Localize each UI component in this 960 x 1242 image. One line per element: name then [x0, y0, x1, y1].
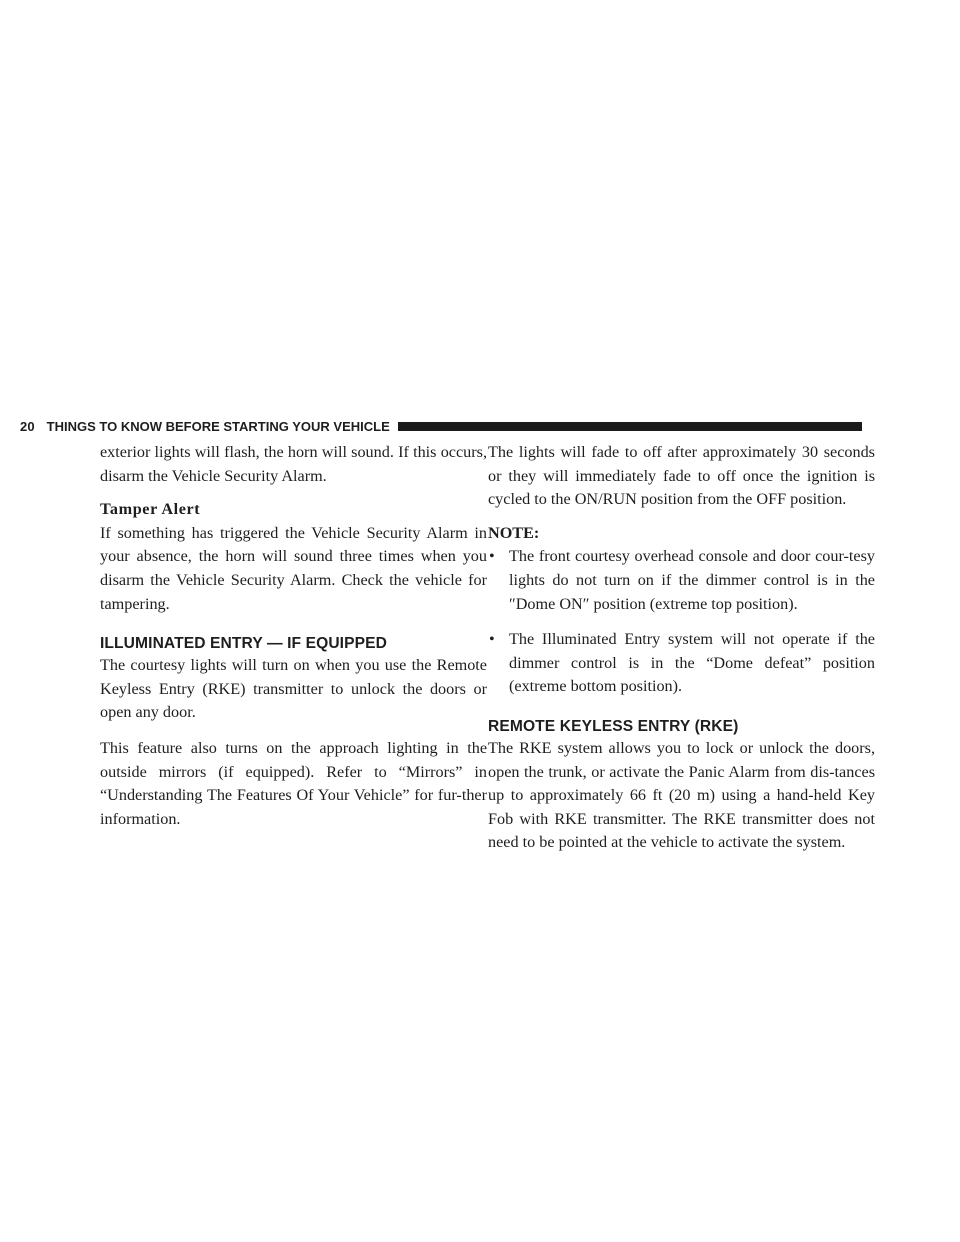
- note-text: The Illuminated Entry system will not operate if the dimmer control is in the “Dome defeat” position (extreme bottom position).: [509, 630, 875, 696]
- page-number: 20: [20, 418, 35, 434]
- note-list: [488, 545, 875, 699]
- illuminated-entry-paragraph-2: This feature also turns on the approach lighting in the outside mirrors (if equipped). Refer to “Mirrors” in “Understanding The Features Of Your Vehicle” for fur-ther information.: [100, 738, 487, 828]
- intro-paragraph: exterior lights will flash, the horn will sound. If this occurs, disarm the Vehicle Security Alarm.: [100, 443, 487, 485]
- note-label: NOTE:: [488, 523, 540, 542]
- bullet-icon: •: [489, 630, 495, 649]
- tamper-alert-heading: Tamper Alert: [100, 500, 201, 519]
- right-column: [488, 441, 875, 855]
- list-item: [488, 628, 875, 699]
- illuminated-entry-heading: ILLUMINATED ENTRY — IF EQUIPPED: [100, 635, 387, 653]
- page-header: [20, 419, 862, 433]
- bullet-icon: •: [489, 547, 495, 566]
- rke-paragraph: The RKE system allows you to lock or unlock the doors, open the trunk, or activate the Panic Alarm from dis-tances up to approximately 66 ft (20 m) using a hand-held Key Fob with RKE transmitter. The RKE transmitter does not need to be pointed at the vehicle to activate the system.: [488, 738, 875, 852]
- tamper-alert-paragraph: If something has triggered the Vehicle Security Alarm in your absence, the horn will sound three times when you disarm the Vehicle Security Alarm. Check the vehicle for tampering.: [100, 523, 487, 613]
- left-column: [100, 441, 487, 831]
- header-rule: [398, 422, 862, 431]
- list-item: [488, 545, 875, 616]
- fade-paragraph: The lights will fade to off after approximately 30 seconds or they will immediately fade to off once the ignition is cycled to the ON/RUN position from the OFF position.: [488, 443, 875, 509]
- rke-heading: REMOTE KEYLESS ENTRY (RKE): [488, 717, 739, 735]
- illuminated-entry-paragraph-1: The courtesy lights will turn on when you use the Remote Keyless Entry (RKE) transmitter to unlock the doors or open any door.: [100, 656, 487, 722]
- chapter-title: THINGS TO KNOW BEFORE STARTING YOUR VEHICLE: [46, 418, 390, 434]
- note-text: The front courtesy overhead console and door cour-tesy lights do not turn on if the dimmer control is in the ″Dome ON″ position (extreme top position).: [509, 547, 875, 613]
